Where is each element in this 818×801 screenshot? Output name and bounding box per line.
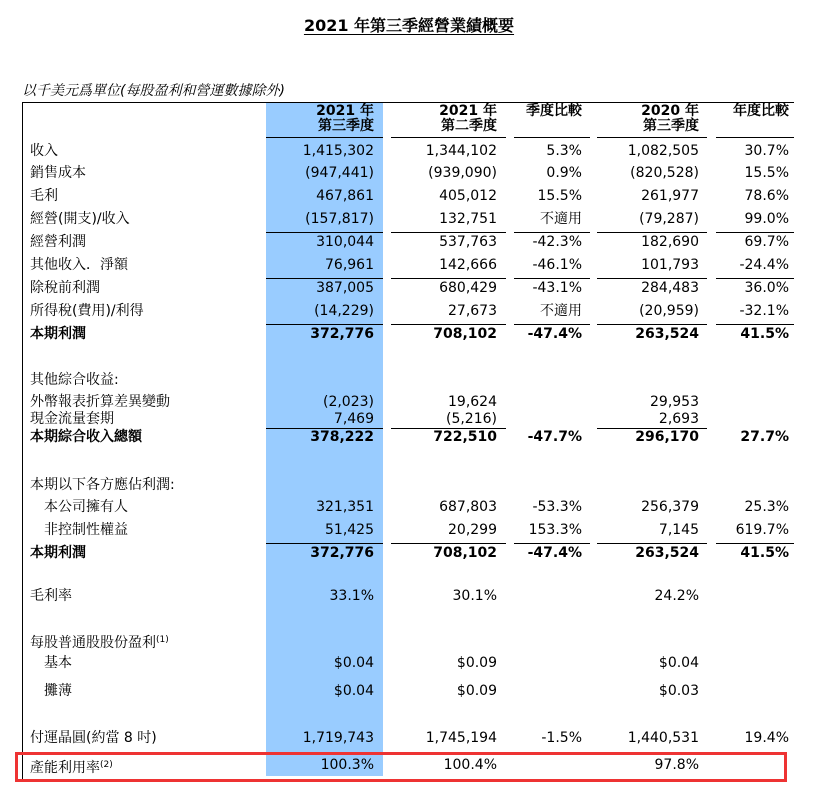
- row-label-text: 本期綜合收入總額: [30, 429, 142, 445]
- row-label-text: 經營利潤: [30, 234, 86, 250]
- cell-2020-q3: 284,483: [641, 280, 699, 296]
- table-row: [0, 165, 818, 182]
- table-row: [0, 545, 818, 562]
- cell-2021-q2: 708,102: [433, 545, 497, 561]
- table-row: [0, 588, 818, 605]
- header-2021-q2-line1: 2021 年: [439, 103, 497, 119]
- row-label: [30, 477, 175, 494]
- total-rule: [391, 232, 506, 233]
- cell-2021-q2: 142,666: [439, 257, 497, 273]
- row-label: [44, 655, 72, 672]
- total-rule: [716, 324, 794, 325]
- cell-2021-q2: 537,763: [439, 234, 497, 250]
- row-label-text: 本期利潤: [30, 326, 86, 342]
- total-rule: [597, 543, 707, 544]
- table-row: [0, 188, 818, 205]
- cell-qoq: -42.3%: [532, 234, 582, 250]
- table-row: [0, 303, 818, 320]
- total-rule: [391, 428, 506, 429]
- cell-qoq: 153.3%: [528, 522, 582, 538]
- cell-2021-q2: (5,216): [445, 411, 497, 427]
- cell-2021-q3: 378,222: [310, 429, 374, 445]
- footnote-marker: (2): [100, 760, 113, 770]
- cell-2021-q2: 19,624: [448, 394, 497, 410]
- row-label-text: 收入: [30, 143, 58, 159]
- cell-2021-q3: 33.1%: [329, 588, 374, 604]
- cell-2021-q2: 1,745,194: [425, 730, 497, 746]
- row-label: [30, 165, 86, 182]
- cell-qoq: -47.4%: [527, 326, 582, 342]
- total-rule: [266, 543, 383, 544]
- cell-yoy: 41.5%: [740, 326, 789, 342]
- row-label: [30, 326, 86, 343]
- total-rule: [597, 324, 707, 325]
- cell-2021-q2: 405,012: [439, 188, 497, 204]
- cell-yoy: 15.5%: [744, 165, 789, 181]
- cell-qoq: -46.1%: [532, 257, 582, 273]
- cell-2021-q3: 51,425: [325, 522, 374, 538]
- cell-qoq: 0.9%: [546, 165, 582, 181]
- cell-2020-q3: 24.2%: [654, 588, 699, 604]
- row-label-text: 本期利潤: [30, 545, 86, 561]
- cell-2021-q3: 372,776: [310, 326, 374, 342]
- document-title: 2021 年第三季經營業績概要: [303, 16, 515, 35]
- row-label-text: 其他收入．淨額: [30, 257, 128, 273]
- total-rule: [391, 278, 506, 279]
- table-row: [0, 411, 818, 428]
- table-row: [0, 372, 818, 389]
- cell-2020-q3: 261,977: [641, 188, 699, 204]
- cell-qoq: 不適用: [540, 303, 582, 319]
- cell-qoq: -1.5%: [541, 730, 582, 746]
- cell-2020-q3: 182,690: [641, 234, 699, 250]
- table-row: [0, 326, 818, 343]
- cell-2021-q2: 1,344,102: [425, 143, 497, 159]
- cell-2021-q2: 132,751: [439, 211, 497, 227]
- cell-2021-q2: 687,803: [439, 499, 497, 515]
- cell-2021-q2: $0.09: [456, 655, 497, 671]
- row-label: [30, 280, 100, 297]
- row-label-text: 除稅前利潤: [30, 280, 100, 296]
- total-rule: [716, 232, 794, 233]
- total-rule: [514, 278, 590, 279]
- cell-2020-q3: 1,082,505: [627, 143, 699, 159]
- header-qoq: 季度比較: [526, 103, 582, 119]
- total-rule: [514, 324, 590, 325]
- header-rule: [716, 137, 794, 138]
- row-label-text: 銷售成本: [30, 165, 86, 181]
- row-label: [30, 588, 72, 605]
- row-label-text: 外幣報表折算差異變動: [30, 394, 170, 410]
- cell-2021-q3: 100.3%: [320, 757, 374, 773]
- cell-yoy: -24.4%: [739, 257, 789, 273]
- cell-2020-q3: 263,524: [635, 326, 699, 342]
- cell-2021-q3: (14,229): [314, 303, 374, 319]
- total-rule: [514, 232, 590, 233]
- cell-2020-q3: (820,528): [630, 165, 699, 181]
- highlight-box-capacity-utilization: [15, 752, 787, 782]
- cell-yoy: 99.0%: [744, 211, 789, 227]
- table-row: [0, 280, 818, 297]
- row-label-text: 毛利: [30, 188, 58, 204]
- cell-yoy: 78.6%: [744, 188, 789, 204]
- cell-2021-q3: $0.04: [333, 683, 374, 699]
- cell-yoy: 19.4%: [744, 730, 789, 746]
- cell-2021-q2: 27,673: [448, 303, 497, 319]
- row-label-text: 現金流量套期: [30, 411, 114, 427]
- table-row: [0, 655, 818, 672]
- table-row: [0, 477, 818, 494]
- total-rule: [597, 428, 707, 429]
- total-rule: [716, 278, 794, 279]
- cell-2021-q3: (157,817): [305, 211, 374, 227]
- cell-2021-q3: 387,005: [316, 280, 374, 296]
- cell-2020-q3: $0.04: [658, 655, 699, 671]
- row-label: [30, 730, 157, 747]
- cell-2021-q3: (2,023): [322, 394, 374, 410]
- row-label-text: 本公司擁有人: [44, 499, 128, 515]
- cell-yoy: 36.0%: [744, 280, 789, 296]
- cell-yoy: 25.3%: [744, 499, 789, 515]
- row-label-text: 非控制性權益: [44, 522, 128, 538]
- cell-yoy: 69.7%: [744, 234, 789, 250]
- row-label: [30, 143, 58, 160]
- row-label: [30, 372, 119, 389]
- header-rule: [391, 137, 506, 138]
- row-label: [30, 429, 142, 446]
- header-2021-q3-line1: 2021 年: [316, 103, 374, 119]
- header-2021-q2-line2: 第二季度: [441, 118, 497, 134]
- total-rule: [597, 278, 707, 279]
- cell-2021-q3: 467,861: [316, 188, 374, 204]
- cell-yoy: 27.7%: [740, 429, 789, 445]
- cell-qoq: 不適用: [540, 211, 582, 227]
- cell-2021-q2: 722,510: [433, 429, 497, 445]
- cell-2021-q3: 310,044: [316, 234, 374, 250]
- cell-2020-q3: 2,693: [658, 411, 699, 427]
- row-label: [30, 211, 130, 228]
- cell-qoq: -43.1%: [532, 280, 582, 296]
- cell-2021-q2: 20,299: [448, 522, 497, 538]
- cell-2021-q3: 372,776: [310, 545, 374, 561]
- row-label: [30, 303, 144, 320]
- cell-2021-q3: $0.04: [333, 655, 374, 671]
- table-row: [0, 730, 818, 747]
- footnote-marker: (1): [156, 635, 169, 645]
- cell-yoy: 41.5%: [740, 545, 789, 561]
- row-label: [30, 394, 170, 411]
- cell-qoq: -47.4%: [527, 545, 582, 561]
- cell-2021-q3: 76,961: [325, 257, 374, 273]
- cell-qoq: -47.7%: [527, 429, 582, 445]
- header-rule: [597, 137, 707, 138]
- cell-2021-q3: 7,469: [333, 411, 374, 427]
- cell-2021-q2: 680,429: [439, 280, 497, 296]
- row-label-text: 毛利率: [30, 588, 72, 604]
- cell-2020-q3: 7,145: [658, 522, 699, 538]
- total-rule: [716, 543, 794, 544]
- cell-2020-q3: 1,440,531: [627, 730, 699, 746]
- row-label-text: 經營(開支)/收入: [30, 211, 130, 227]
- cell-yoy: 619.7%: [735, 522, 789, 538]
- table-row: [0, 632, 818, 649]
- header-2021-q2: [439, 104, 497, 134]
- cell-2021-q3: 321,351: [316, 499, 374, 515]
- row-label: [30, 234, 86, 251]
- total-rule: [514, 543, 590, 544]
- table-row: [0, 522, 818, 539]
- total-rule: [391, 324, 506, 325]
- row-label-text: 付運晶圓(約當 8 吋): [30, 730, 157, 746]
- cell-2021-q2: 100.4%: [443, 757, 497, 773]
- total-rule: [266, 324, 383, 325]
- row-label-text: 每股普通股股份盈利: [30, 635, 156, 651]
- total-rule: [266, 232, 383, 233]
- cell-2020-q3: 256,379: [641, 499, 699, 515]
- cell-qoq: 15.5%: [537, 188, 582, 204]
- table-row: [0, 257, 818, 274]
- row-label: [44, 522, 128, 539]
- header-rule: [266, 137, 383, 138]
- row-label-text: 基本: [44, 655, 72, 671]
- row-label: [30, 257, 128, 274]
- header-2021-q3: [316, 104, 374, 134]
- row-label-text: 其他綜合收益:: [30, 372, 119, 388]
- unit-note: 以千美元爲單位(每股盈利和營運數據除外): [22, 83, 285, 99]
- cell-2020-q3: 296,170: [635, 429, 699, 445]
- table-row: [0, 234, 818, 251]
- row-label-text: 攤薄: [44, 683, 72, 699]
- row-label: [30, 411, 114, 428]
- cell-yoy: 30.7%: [744, 143, 789, 159]
- table-row: [0, 683, 818, 700]
- row-label: [30, 188, 58, 205]
- header-2020-q3-line1: 2020 年: [641, 103, 699, 119]
- total-rule: [391, 543, 506, 544]
- cell-qoq: 5.3%: [546, 143, 582, 159]
- header-2020-q3: [641, 104, 699, 134]
- table-row: [0, 499, 818, 516]
- row-label: [44, 683, 72, 700]
- table-row: [0, 429, 818, 446]
- row-label: [30, 545, 86, 562]
- table-row: [0, 211, 818, 228]
- header-rule: [514, 137, 590, 138]
- total-rule: [266, 278, 383, 279]
- table-row: [0, 143, 818, 160]
- row-label: [44, 499, 128, 516]
- total-rule: [266, 428, 383, 429]
- cell-2021-q3: (947,441): [305, 165, 374, 181]
- table-row: [0, 394, 818, 411]
- cell-2021-q3: 1,415,302: [302, 143, 374, 159]
- cell-2021-q2: 708,102: [433, 326, 497, 342]
- header-yoy: 年度比較: [733, 103, 789, 119]
- cell-2020-q3: 29,953: [650, 394, 699, 410]
- cell-2020-q3: 263,524: [635, 545, 699, 561]
- cell-2020-q3: 101,793: [641, 257, 699, 273]
- cell-2021-q2: 30.1%: [452, 588, 497, 604]
- cell-2020-q3: (20,959): [639, 303, 699, 319]
- cell-2021-q2: (939,090): [428, 165, 497, 181]
- cell-2020-q3: 97.8%: [654, 757, 699, 773]
- cell-2021-q3: 1,719,743: [302, 730, 374, 746]
- row-label: [30, 632, 169, 652]
- cell-qoq: -53.3%: [532, 499, 582, 515]
- total-rule: [597, 232, 707, 233]
- cell-2020-q3: (79,287): [639, 211, 699, 227]
- header-2021-q3-line2: 第三季度: [318, 118, 374, 134]
- row-label-text: 所得稅(費用)/利得: [30, 303, 144, 319]
- header-2020-q3-line2: 第三季度: [643, 118, 699, 134]
- cell-yoy: -32.1%: [739, 303, 789, 319]
- cell-2020-q3: $0.03: [658, 683, 699, 699]
- cell-2021-q2: $0.09: [456, 683, 497, 699]
- row-label-text: 產能利用率: [30, 760, 100, 776]
- row-label-text: 本期以下各方應佔利潤:: [30, 477, 175, 493]
